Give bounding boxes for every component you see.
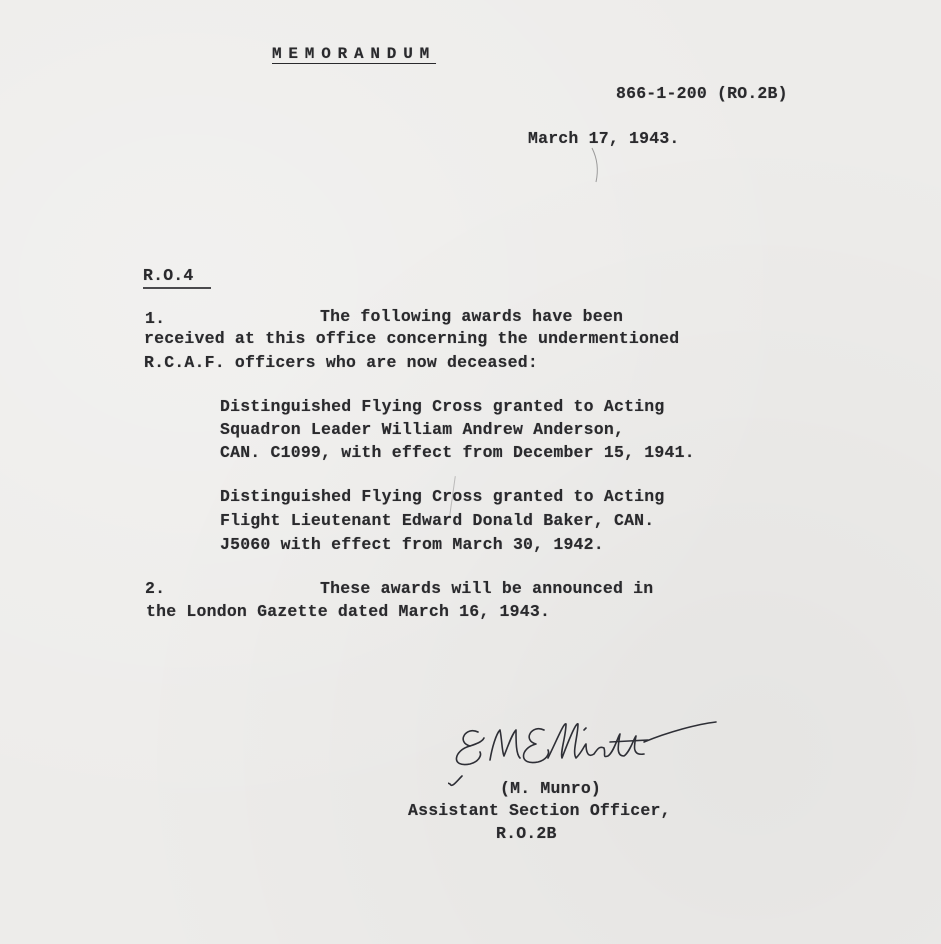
award2-line2: Flight Lieutenant Edward Donald Baker, CAN. <box>220 511 655 530</box>
para2-line2: the London Gazette dated March 16, 1943. <box>146 602 551 621</box>
signer-name: (M. Munro) <box>500 779 602 798</box>
signer-title: Assistant Section Officer, <box>408 801 671 820</box>
award1-line2: Squadron Leader William Andrew Anderson, <box>220 420 625 439</box>
para1-line2: received at this office concerning the undermentioned <box>144 329 680 348</box>
para2-number: 2. <box>145 579 166 598</box>
para2-line1: These awards will be announced in <box>320 579 654 598</box>
memo-date: March 17, 1943. <box>528 129 680 148</box>
memo-title: MEMORANDUM <box>272 45 437 63</box>
para1-line3: R.C.A.F. officers who are now deceased: <box>144 353 538 372</box>
award2-line1: Distinguished Flying Cross granted to Acting <box>220 487 665 506</box>
award2-line3: J5060 with effect from March 30, 1942. <box>220 535 604 554</box>
file-reference: 866-1-200 (RO.2B) <box>616 84 788 103</box>
award1-line3: CAN. C1099, with effect from December 15, 1941. <box>220 443 695 462</box>
addressee-underline <box>143 287 211 289</box>
para1-number: 1. <box>145 309 166 328</box>
signer-unit: R.O.2B <box>496 824 557 843</box>
addressee: R.O.4 <box>143 266 194 285</box>
award1-line1: Distinguished Flying Cross granted to Acting <box>220 397 665 416</box>
para1-line1: The following awards have been <box>320 307 624 326</box>
pencil-mark <box>588 146 608 186</box>
